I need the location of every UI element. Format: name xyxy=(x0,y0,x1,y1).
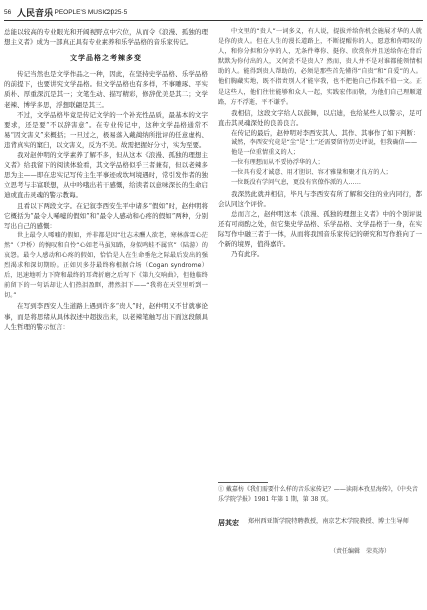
paragraph: 且看以下两段文字。在记叙李西安生平中诸多“假如”时，赵仲明将它概括为“最令人唏嘘的假如”和“最令人感动和心疼的假如”两种，分别写出自己的感慨： xyxy=(4,201,208,230)
author-name: 居其宏 xyxy=(218,519,239,527)
issue-number: 2025·5 xyxy=(107,9,128,16)
block-quote: 一位具有爱才诚意、用才胆识、容才雅量和聚才良方的人； xyxy=(231,169,392,177)
block-quote: 中文里的“贵人”一词多义，有人说，提拔并给你机会施展才华的人就是你的贵人。但在人生的漫长道路上，不断提醒你的人，愿意和你喟叹的人，和你分担和分享的人，无条件尊你、挺你、欣赏你并且送给你在背后默默为你付出的人，又何尝不是贵人？然而，贵人并不是对谁都能领情相助的人。能得到贵人帮助的，必须是那些首先懂得“自贵”和“自爱”的人。他们胸藏实地，既不指责别人才能宰我，也不把他自己作践不值一文。正是这些人，他们往往能够和众人一起，实践宏伟而敬，为他们自己理顺道路，方不浮逝，平不谦乎。 xyxy=(218,28,422,106)
paragraph: 总能以较高的专业眼光和开阔视野点中穴位，从而令《浪漫、孤独的理想主义者》成为一部真正具有专业素养和乐学品格的音乐家传记。 xyxy=(4,28,208,47)
block-quote: 一位有理想而从不妥协浮华的人； xyxy=(231,159,324,167)
responsible-editor: （责任编辑 荣英涛） xyxy=(330,548,391,555)
paragraph: 不过，文学品格毕竟是传记文学的一个补充性品质，最基本的文字要求，还是要“不以辞害意”。在专业传记中，这种文学品格通常不易“因文害义”来概括；一旦过之，极易落入戴蔺纳所批评的任意虚构、违背真实的窠臼，以文害义，反为不美。故需把握好分寸，实为至要。 xyxy=(4,110,208,149)
section-heading: 文学品格之考辣多变 xyxy=(70,54,142,63)
magazine-name: | PEOPLE'S MUSIC | xyxy=(51,9,113,16)
paragraph: 在写到李西安人生道路上遇到许多“贵人”时，赵仲明又不甘就事论事，而是将思绪从具体叙述中超拔出来，以老辣笔触写出下面这段颇具人生哲理的警示恒言： xyxy=(4,302,208,331)
paragraph: 传记当然也是文学作品之一种，因此，在坚持史学品格、乐学品格的前提下，也要讲究文学品格。但文学品格也有多样，不事雕琢、平实质朴、厚重深沉是其一；文笔生动、描写精彩，修辞优美是其二；文学老辣、博学多思，浮想联翩是其三。 xyxy=(4,70,208,109)
paragraph: 总而言之，赵仲明这本《浪漫、孤独的理想主义者》中的个别评说还有可商酌之处，但它集史学品格、乐学品格、文学品格于一身，在实际写作中融三者于一体，从而将我国音乐家传记的研究和写作推向了一个新的境界，值得嘉许。 xyxy=(218,209,422,248)
paragraph: 我相信，这段文字给人以鼓舞，以启迪，也给某些人以警示，足可直击其灵魂深处的良善良言。 xyxy=(218,108,422,127)
author-info xyxy=(218,514,422,574)
paragraph: 乃有此序。 xyxy=(231,250,264,259)
footnote-rule xyxy=(218,482,268,483)
footnote: ① 戴嘉枋《我们需要什么样的音乐家传记？——读雨本孜星海传》，《中央音乐学院学报》1981 年第 1 期，第 38 页。 xyxy=(218,486,418,503)
author-bio: 郑州西亚斯学院特聘教授，南京艺术学院教授、博士生导师 xyxy=(248,518,409,525)
block-quote: 一位既没有学问气息，更没有官僚作派的人…… xyxy=(231,179,361,187)
left-column xyxy=(4,27,208,332)
block-quote: 世上最令人唏嘘的假如，并非都是因“壮志未酬人欲老，寒林落雪心茫然”（尹桥）的惋叹和自怜“心如老马虽知路，身似鸣蛙不属官”（陆游）的哀怨。最令人感动和心疼的假如，恰恰是人在生命垂危之际最后发出的强烈渴求和深切期盼。正如贝多芬最终称根据合场（Cogan syndrome）后，迅速地听力下降和最终的耳聋折磨之后写下《第九交响曲》，但他临终前留下的一句话却让人们热泪盈眶，潸然泪下——“我将在天堂里听到一切。” xyxy=(4,231,208,300)
right-column xyxy=(218,27,422,259)
paragraph: 我对赵仲明的文学素养了解不多，但从这本《浪漫、孤独的理想主义者》给我留下的阅读体验看，其文学品格似乎三者兼有，但以老辣多思为主——即在忠实记写传主生平事迹或坎坷境遇时，常引发作者的独立思考与丰富联想，从中吟哦出若干感慨，给读者以意味深长的生命启迪或直击灵魂的警示教诲。 xyxy=(4,151,208,200)
header-rule xyxy=(4,20,423,21)
paragraph: 我深然此就并相信，毕凡与李西安有所了解和交往的业内同行，都会认同这个评价。 xyxy=(218,189,422,208)
paragraph: 在传记的最后，赵仲明对李西安其人、其作、其事作了如下判断： xyxy=(231,128,420,137)
page-header xyxy=(0,0,427,22)
magazine-logo: 人民音乐 xyxy=(17,9,54,19)
page-number: 56 xyxy=(4,9,12,16)
block-quote: 诚然，李西安究竟是“尘”是“土”还需要留待历史评说，但我确信—— xyxy=(231,139,418,147)
block-quote: 他是一位重情重义的人； xyxy=(231,149,300,157)
